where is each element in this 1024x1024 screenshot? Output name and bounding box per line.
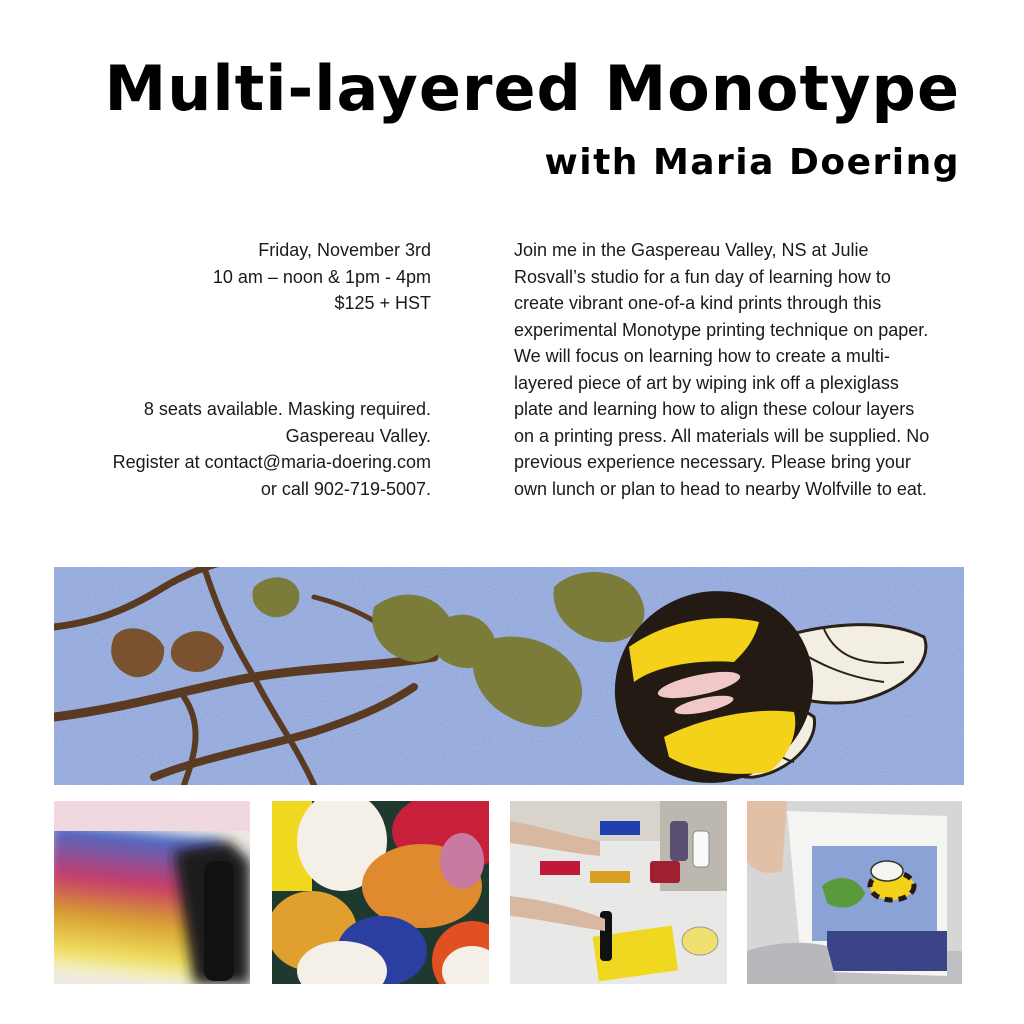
description-line: create vibrant one-of-a kind prints through this [514,293,882,313]
description-line: own lunch or plan to head to nearby Wolfville to eat. [514,478,927,499]
description-line: previous experience necessary. Please bring your [514,452,911,472]
description-line: plate and learning how to align these colour layers [514,399,915,419]
description [514,237,974,502]
description-line: experimental Monotype printing technique on paper. [514,319,929,340]
page-subtitle: with Maria Doering [544,142,960,183]
page-title: Multi-layered Monotype [104,52,960,125]
location-info: Gaspereau Valley. [285,425,431,446]
bee-print-banner [54,567,964,785]
register-phone[interactable]: or call 902-719-5007. [260,478,431,499]
description-line: on a printing press. All materials will be supplied. No [514,425,930,446]
seats-info: 8 seats available. Masking required. [143,399,431,419]
register-email[interactable]: Register at contact@maria-doering.com [112,452,431,472]
thumb-peeling-print [747,801,962,984]
description-line: layered piece of art by wiping ink off a plexiglass [514,372,899,393]
thumb-brayer-ink [54,801,250,984]
event-details [113,237,431,502]
event-time: 10 am – noon & 1pm - 4pm [212,266,431,287]
description-line: Join me in the Gaspereau Valley, NS at Julie [514,240,869,260]
event-price: $125 + HST [334,293,431,313]
event-date: Friday, November 3rd [258,240,431,260]
thumb-studio-table [510,801,727,984]
description-line: We will focus on learning how to create a multi- [514,346,890,366]
description-line: Rosvall’s studio for a fun day of learning how to [514,266,891,287]
thumb-layered-ovals [272,801,489,984]
